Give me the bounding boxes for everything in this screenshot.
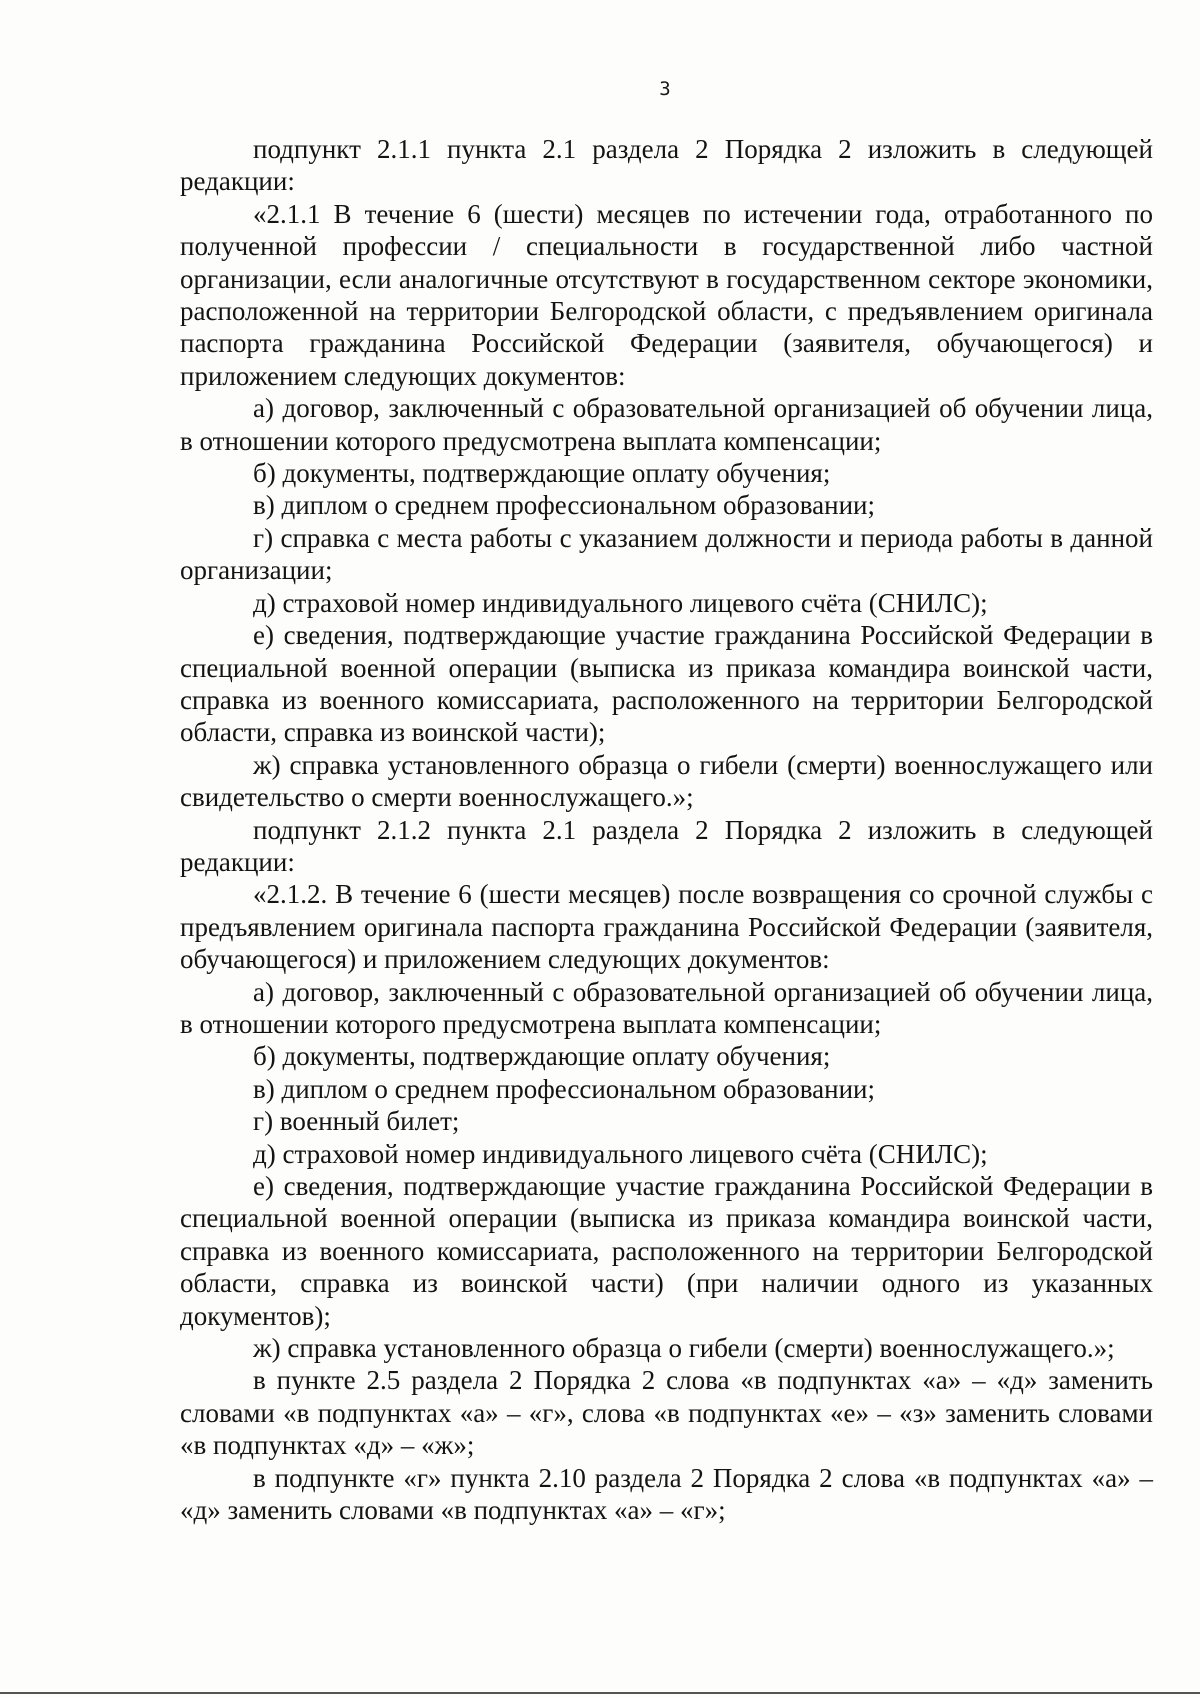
paragraph: е) сведения, подтверждающие участие гражданина Российской Федерации в специальной военной операции (выписка из приказа командира воинской части, справка из военного комиссариата, расположенного на территории Белгородской области, справка из воинской части); (180, 620, 1153, 748)
paragraph: в подпункте «г» пункта 2.10 раздела 2 Порядка 2 слова «в подпунктах «а» – «д» заменить словами «в подпунктах «а» – «г»; (180, 1462, 1153, 1526)
bottom-edge-line (0, 1692, 1200, 1694)
paragraph: в) диплом о среднем профессиональном образовании; (253, 1073, 875, 1104)
paragraph: д) страховой номер индивидуального лицевого счёта (СНИЛС); (253, 1138, 988, 1169)
paragraph: г) справка с места работы с указанием должности и периода работы в данной организации; (180, 522, 1153, 586)
paragraph: подпункт 2.1.1 пункта 2.1 раздела 2 Порядка 2 изложить в следующей редакции: (180, 134, 1153, 197)
paragraph: «2.1.2. В течение 6 (шести месяцев) после возвращения со срочной службы с предъявлением оригинала паспорта гражданина Российской Федерации (заявителя, обучающегося) и приложением следующих документов: (180, 879, 1153, 975)
page-number: 3 (659, 78, 671, 100)
paragraph: д) страховой номер индивидуального лицевого счёта (СНИЛС); (253, 587, 988, 618)
paragraph: г) военный билет; (253, 1106, 460, 1137)
paragraph: а) договор, заключенный с образовательной организацией об обучении лица, в отношении которого предусмотрена выплата компенсации; (180, 976, 1153, 1039)
paragraph: б) документы, подтверждающие оплату обучения; (253, 458, 831, 489)
paragraph: в пункте 2.5 раздела 2 Порядка 2 слова «в подпунктах «а» – «д» заменить словами «в подпунктах «а» – «г», слова «в подпунктах «е» – «з» заменить словами «в подпунктах «д» – «ж»; (180, 1365, 1153, 1461)
paragraph: а) договор, заключенный с образовательной организацией об обучении лица, в отношении которого предусмотрена выплата компенсации; (180, 393, 1153, 456)
paragraph: б) документы, подтверждающие оплату обучения; (253, 1041, 831, 1072)
paragraph: подпункт 2.1.2 пункта 2.1 раздела 2 Порядка 2 изложить в следующей редакции: (180, 814, 1153, 877)
document-body (180, 133, 1153, 1526)
paragraph: е) сведения, подтверждающие участие гражданина Российской Федерации в специальной военной операции (выписка из приказа командира воинской части, справка из военного комиссариата, расположенного на территории Белгородской области, справка из воинской части) (при наличии одного из указанных документов); (180, 1171, 1153, 1331)
paragraph: ж) справка установленного образца о гибели (смерти) военнослужащего.»; (253, 1333, 1115, 1364)
paragraph: «2.1.1 В течение 6 (шести) месяцев по истечении года, отработанного по полученной профессии / специальности в государственной либо частной организации, если аналогичные отсутствуют в государственном секторе экономики, расположенной на территории Белгородской области, с предъявлением оригинала паспорта гражданина Российской Федерации (заявителя, обучающегося) и приложением следующих документов: (180, 198, 1153, 391)
paragraph: ж) справка установленного образца о гибели (смерти) военнослужащего или свидетельство о смерти военнослужащего.»; (180, 749, 1153, 813)
paragraph: в) диплом о среднем профессиональном образовании; (253, 490, 875, 521)
